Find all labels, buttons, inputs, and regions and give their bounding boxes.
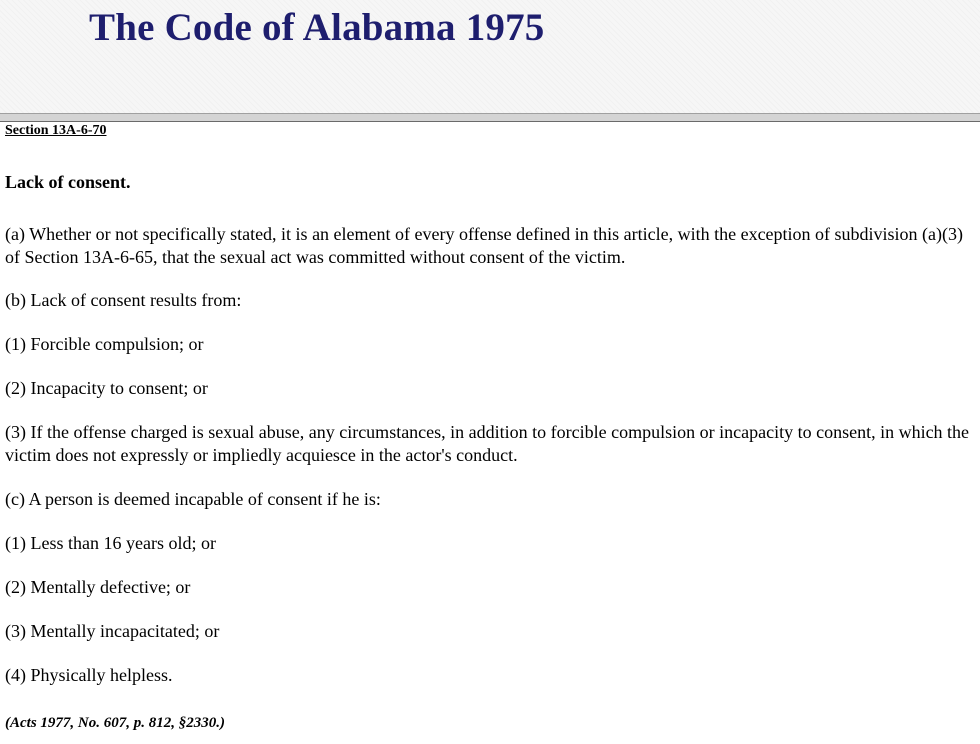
paragraph-c: (c) A person is deemed incapable of consent if he is: — [5, 489, 381, 509]
section-link[interactable]: Section 13A-6-70 — [5, 123, 107, 138]
paragraph-c4: (4) Physically helpless. — [5, 665, 173, 685]
paragraph-b2: (2) Incapacity to consent; or — [5, 378, 208, 398]
site-title: The Code of Alabama 1975 — [89, 6, 545, 49]
frame-divider — [0, 113, 980, 122]
paragraph-a: (a) Whether or not specifically stated, it is an element of every offense defined in this article, with the exception of subdivision (a)(3) of Section 13A-6-65, that the sexual act was committed without consent of the victim. — [5, 224, 964, 267]
section-heading: Lack of consent. — [5, 172, 131, 192]
paragraph-c2: (2) Mentally defective; or — [5, 577, 191, 597]
site-banner — [0, 0, 980, 113]
paragraph-c3: (3) Mentally incapacitated; or — [5, 621, 220, 641]
paragraph-c1: (1) Less than 16 years old; or — [5, 533, 216, 553]
statute-citation: (Acts 1977, No. 607, p. 812, §2330.) — [5, 715, 225, 731]
paragraph-b3: (3) If the offense charged is sexual abuse, any circumstances, in addition to forcible compulsion or incapacity to consent, in which the victim does not expressly or impliedly acquiesce in the actor's conduct. — [5, 422, 970, 465]
paragraph-b1: (1) Forcible compulsion; or — [5, 334, 204, 354]
paragraph-b: (b) Lack of consent results from: — [5, 290, 242, 310]
